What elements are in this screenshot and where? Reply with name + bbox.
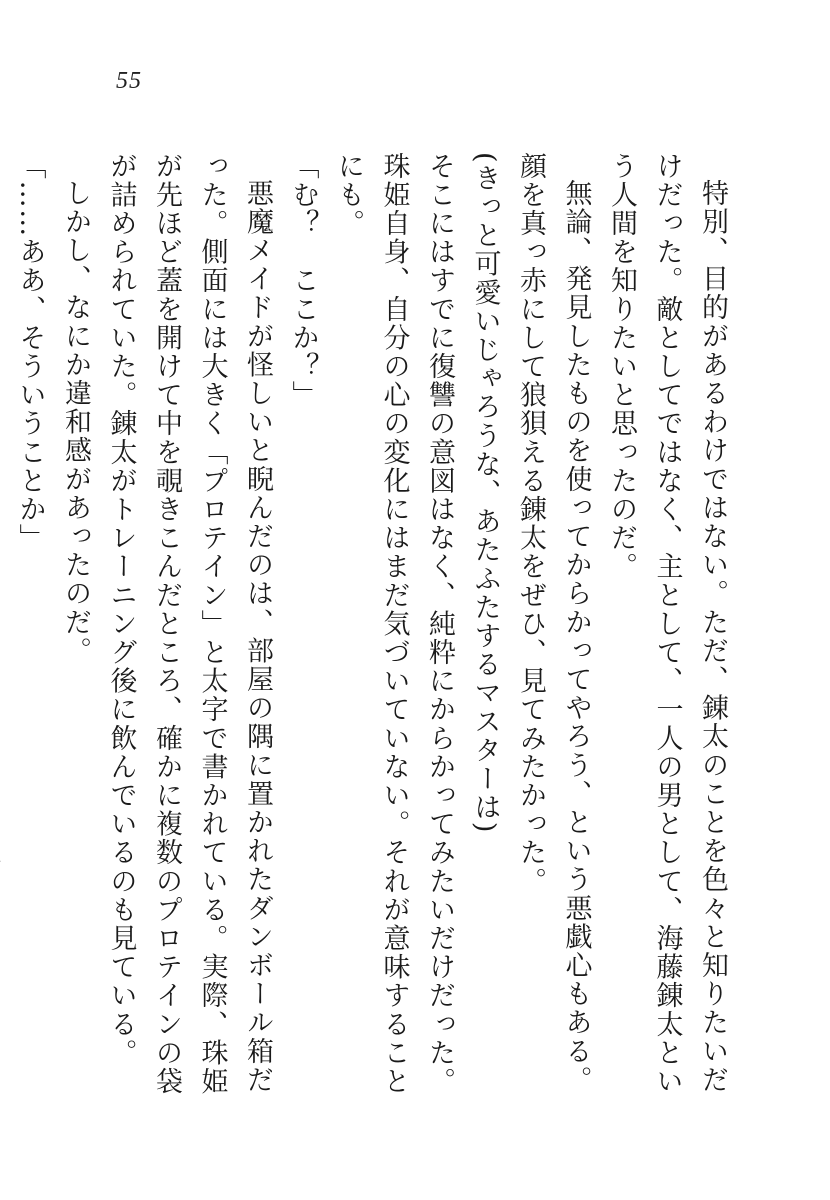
paragraph	[0, 152, 7, 1112]
paragraph: そこにはすでに復讐の意図はなく、純粋にからかってみたいだけだった。	[424, 152, 455, 1096]
paragraph: 悪魔メイドが怪しいと睨んだのは、部屋の隅に置かれたダンボール箱だった。側面には大きく「プロテイン」と太字で書かれている。実際、珠姫が先ほど蓋を開けて中を覗きこんだところ、確かに複数のプロテインの袋が詰められていた。錬太がトレーニング後に飲んでいるのも見ている。	[105, 152, 273, 1096]
paragraph: しかし、なにか違和感があったのだ。	[60, 179, 91, 666]
paragraph: 珠姫自身、自分の心の変化にはまだ気づいていない。それが意味することにも。	[333, 152, 410, 1096]
paragraph: 「む？ ここか？」	[287, 152, 319, 410]
paragraph: (きっと可愛いじゃろうな、あたふたするマスターは)	[469, 152, 501, 835]
paragraph: 無論、発見したものを使ってからかってやろう、という悪戯心もある。顔を真っ赤にして狼狽える錬太をぜひ、見てみたかった。	[515, 152, 592, 1095]
paragraph: 特別、目的があるわけではない。ただ、錬太のことを色々と知りたいだけだった。敵としてではなく、主として、一人の男として、海藤錬太という人間を知りたいと思ったのだ。	[606, 152, 728, 1096]
body-text	[14, 152, 735, 1112]
page-number: 55	[116, 68, 142, 94]
paragraph: 「……ああ、そういうことか」	[14, 152, 46, 553]
